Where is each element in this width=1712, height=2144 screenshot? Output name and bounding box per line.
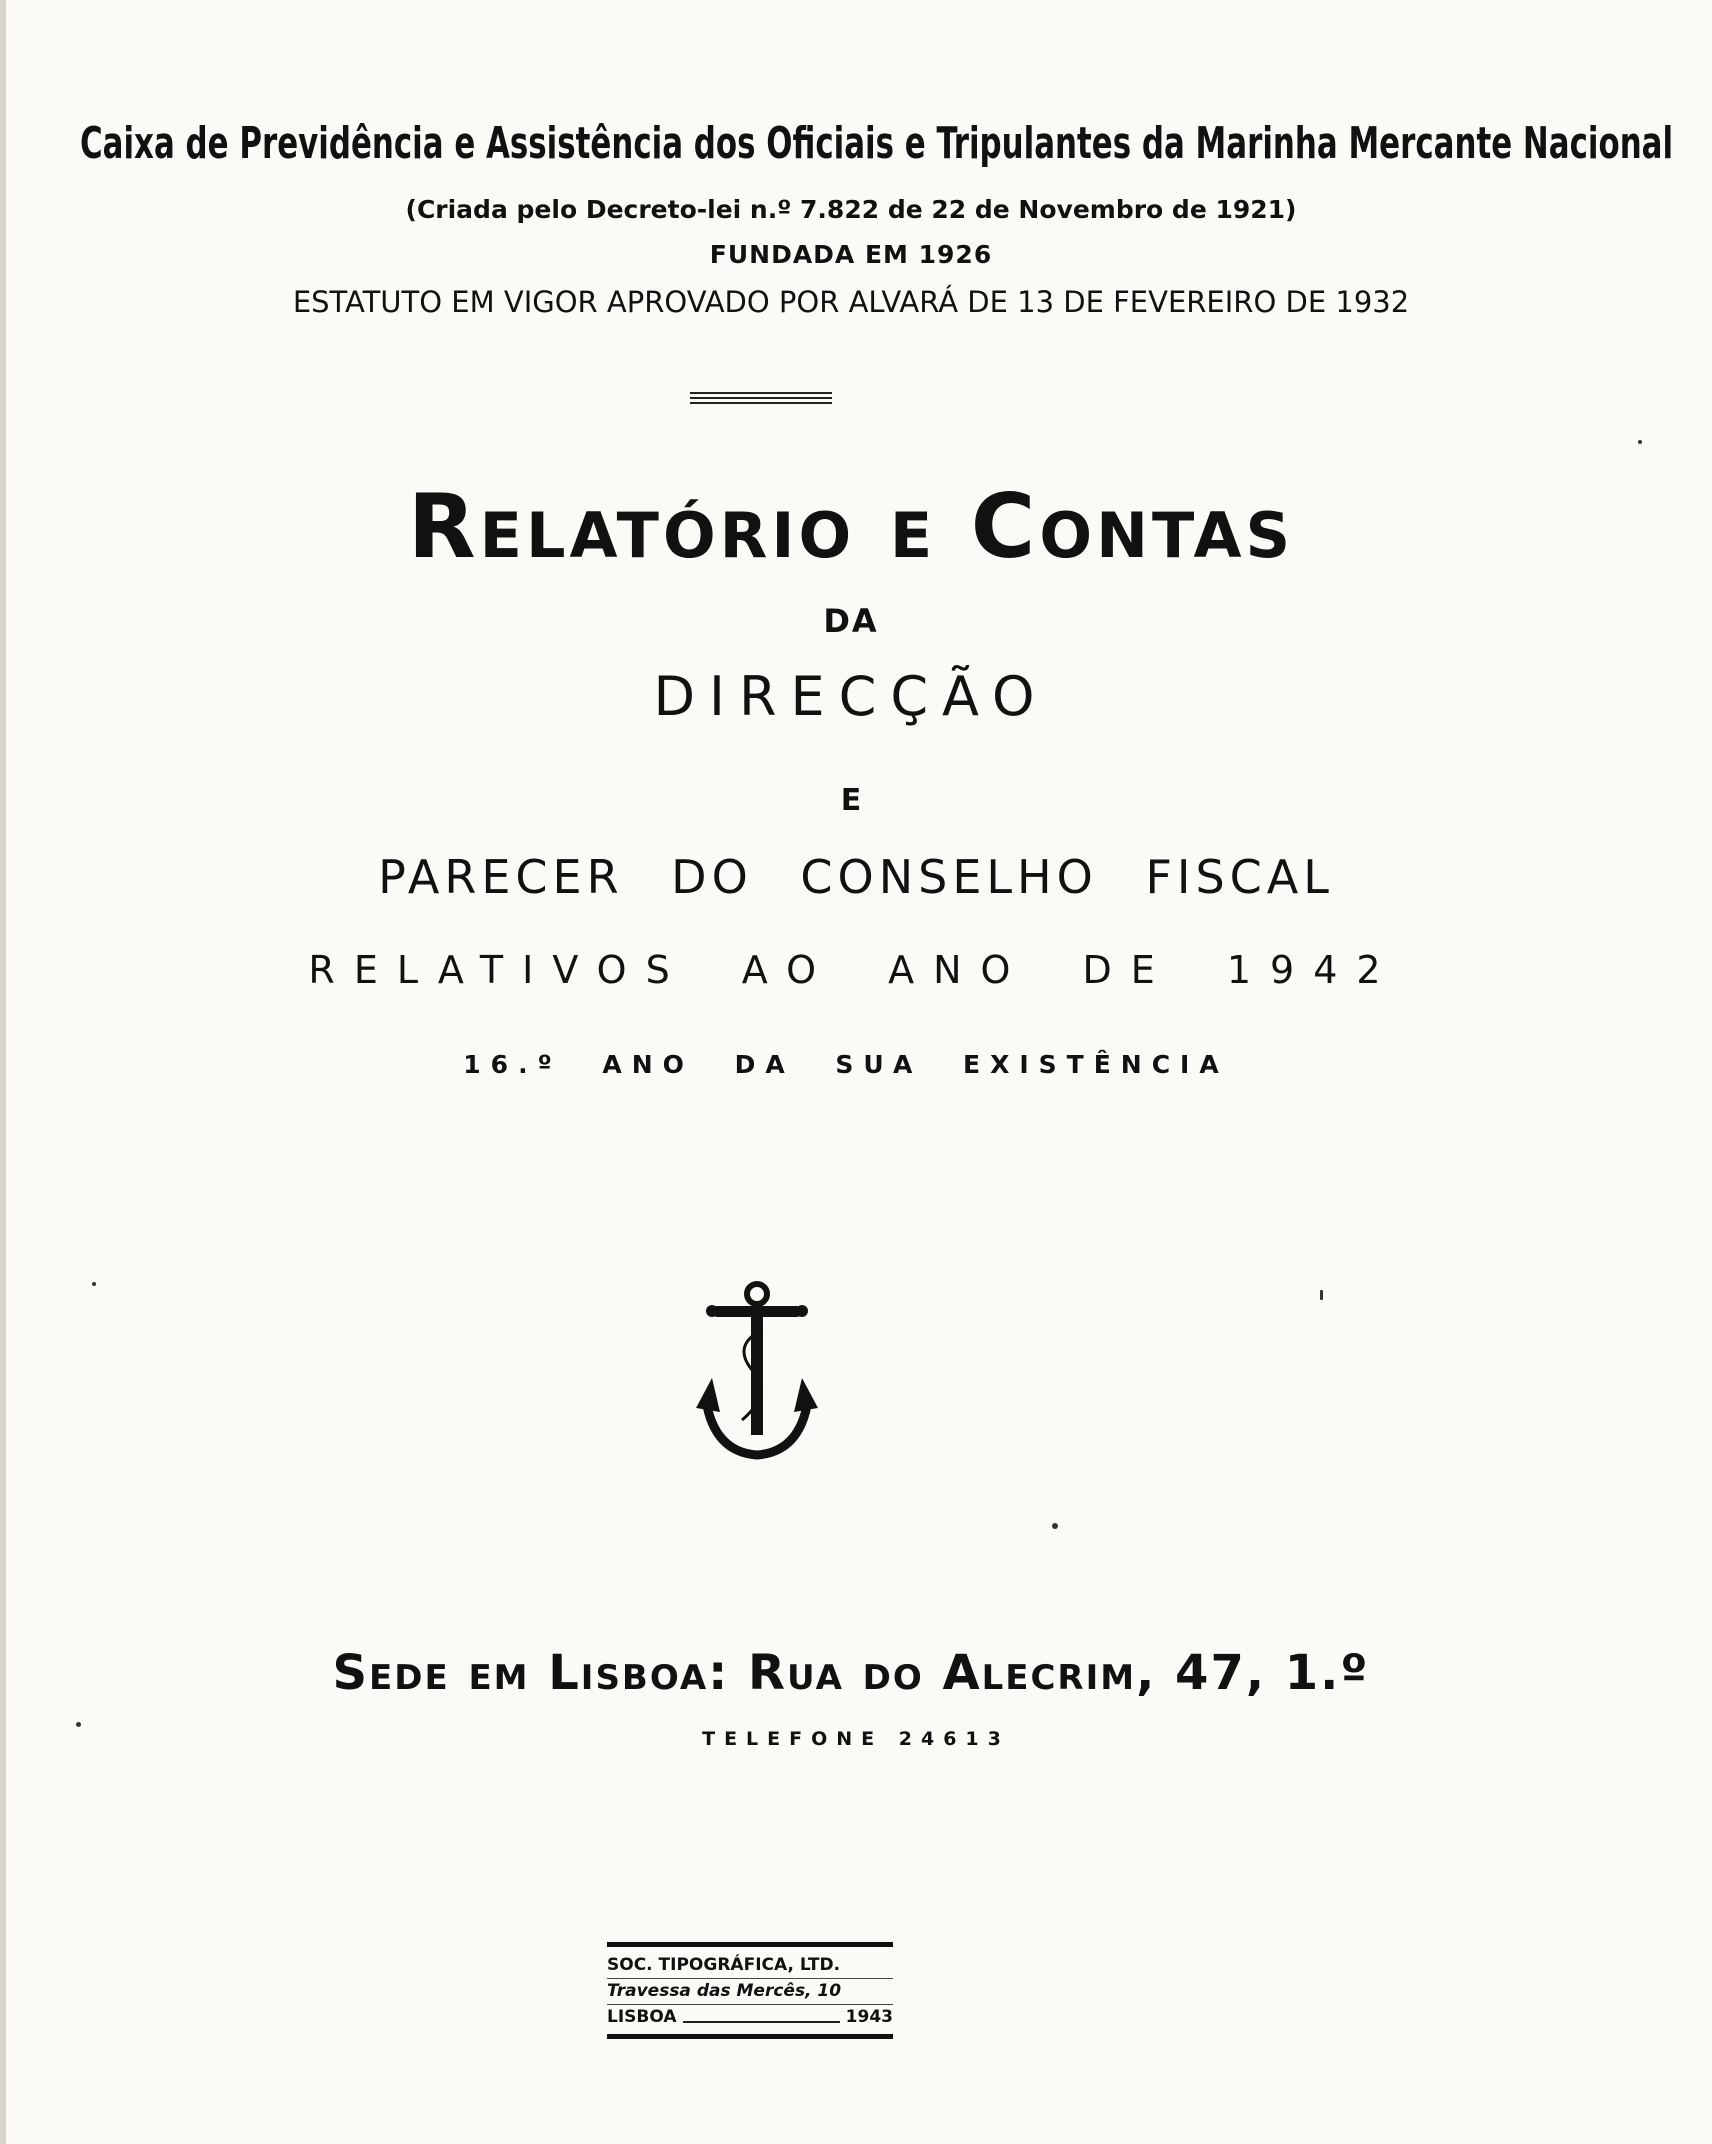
imprint-street: Travessa das Mercês, 10 — [607, 1981, 842, 2001]
anchor-icon — [692, 1280, 822, 1460]
title-direccao: DIRECÇÃO — [653, 665, 1049, 728]
ornamental-divider — [690, 392, 832, 410]
title-e: E — [840, 783, 862, 818]
title-relativos: RELATIVOS AO ANO DE 1942 — [308, 948, 1400, 992]
headquarters-address: Sede em Lisboa: Rua do Alecrim, 47, 1.º — [332, 1645, 1370, 1701]
decree-line: (Criada pelo Decreto-lei n.º 7.822 de 22 de Novembro de 1921) — [405, 195, 1297, 224]
title-anniversary: 16.º ANO DA SUA EXISTÊNCIA — [463, 1050, 1229, 1079]
report-title: Relatório e Contas — [407, 475, 1295, 578]
title-da: DA — [823, 602, 879, 640]
print-speck — [76, 1722, 81, 1727]
founded-line: FUNDADA EM 1926 — [709, 240, 993, 269]
printer-imprint — [607, 1942, 893, 2039]
imprint-city: LISBOA — [607, 2007, 677, 2027]
print-speck — [92, 1282, 96, 1286]
institution-name: Caixa de Previdência e Assistência dos Oficiais e Tripulantes da Marinha Mercante Nacional — [80, 118, 1674, 169]
imprint-printer: SOC. TIPOGRÁFICA, LTD. — [607, 1955, 841, 1975]
imprint-row — [607, 2005, 893, 2030]
print-speck — [1052, 1523, 1058, 1529]
print-speck — [1320, 1290, 1323, 1300]
imprint-row — [607, 1953, 893, 1979]
telephone: TELEFONE 24613 — [702, 1728, 1010, 1750]
print-speck — [1638, 440, 1642, 444]
imprint-dash — [683, 2005, 840, 2023]
imprint-year: 1943 — [845, 2007, 893, 2027]
statute-line: ESTATUTO EM VIGOR APROVADO POR ALVARÁ DE 13 DE FEVEREIRO DE 1932 — [292, 285, 1410, 319]
imprint-row — [607, 1979, 893, 2005]
title-parecer: PARECER DO CONSELHO FISCAL — [378, 850, 1334, 904]
